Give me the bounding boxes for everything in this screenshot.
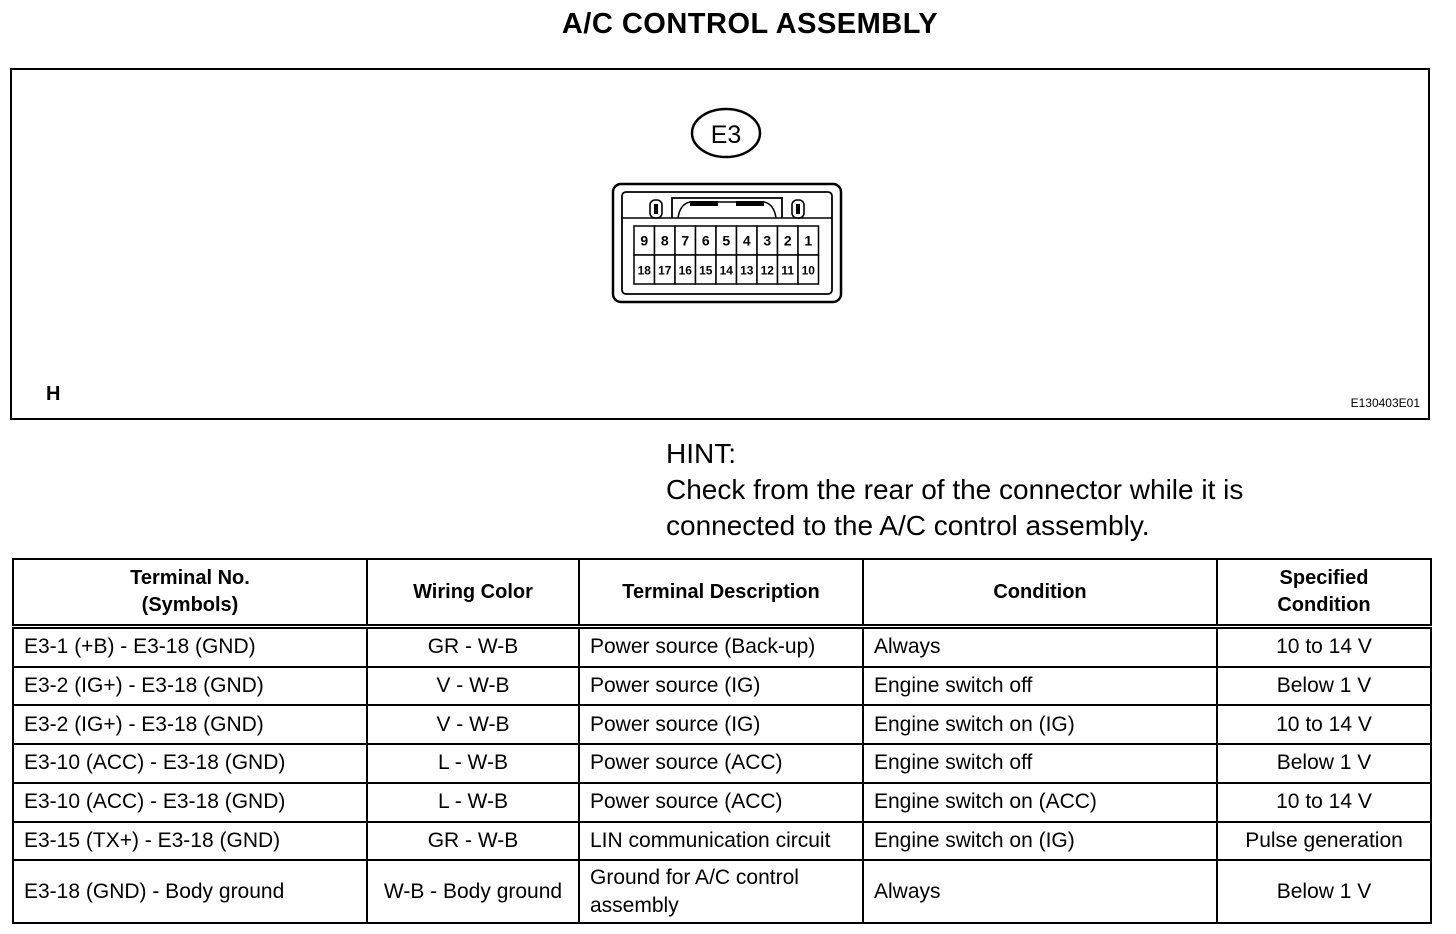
cell-description: Power source (Back-up) — [579, 627, 863, 667]
table-row — [13, 822, 1431, 861]
connector-label: E3 — [710, 121, 742, 149]
page-title: A/C CONTROL ASSEMBLY — [561, 8, 939, 40]
cell-condition: Engine switch off — [863, 744, 1217, 783]
cell-description: Power source (ACC) — [579, 783, 863, 822]
cell-condition: Engine switch on (IG) — [863, 822, 1217, 861]
cell-terminal: E3-18 (GND) - Body ground — [13, 860, 367, 923]
pin-label: 16 — [678, 263, 692, 278]
table-header-row — [13, 559, 1431, 627]
cell-terminal: E3-10 (ACC) - E3-18 (GND) — [13, 744, 367, 783]
cell-specified: Below 1 V — [1217, 744, 1431, 783]
header-specified-line-2: Condition — [1277, 594, 1371, 616]
pin-label: 14 — [719, 263, 733, 278]
pin-label: 4 — [742, 232, 751, 249]
table-row — [13, 744, 1431, 783]
terminal-spec-table — [12, 558, 1432, 924]
cell-description: LIN communication circuit — [579, 822, 863, 861]
pin-label: 1 — [804, 232, 813, 249]
cell-specified: 10 to 14 V — [1217, 705, 1431, 744]
cell-specified: 10 to 14 V — [1217, 627, 1431, 667]
pin-label: 10 — [801, 263, 815, 278]
latch-bar-left — [690, 201, 718, 206]
pin-grid — [634, 226, 819, 284]
pin-label: 8 — [660, 232, 669, 249]
cell-description: Power source (ACC) — [579, 744, 863, 783]
pin-label: 18 — [637, 263, 651, 278]
header-specified-line-1: Specified — [1279, 567, 1369, 589]
figure-letter: H — [46, 383, 61, 405]
cell-condition: Always — [863, 627, 1217, 667]
cell-specified: Below 1 V — [1217, 860, 1431, 923]
hint-line-1: Check from the rear of the connector while it is — [666, 474, 1244, 505]
pin-label: 5 — [722, 232, 731, 249]
connector-illustration — [10, 68, 1430, 420]
cell-wiring: V - W-B — [367, 705, 579, 744]
pin-label: 15 — [699, 263, 713, 278]
cell-specified: 10 to 14 V — [1217, 783, 1431, 822]
pin-label: 9 — [640, 232, 649, 249]
cell-wiring: W-B - Body ground — [367, 860, 579, 923]
cell-specified: Pulse generation — [1217, 822, 1431, 861]
guide-slot-right-pin — [796, 204, 800, 214]
pin-label: 2 — [783, 232, 792, 249]
cell-condition: Engine switch off — [863, 667, 1217, 706]
cell-terminal: E3-15 (TX+) - E3-18 (GND) — [13, 822, 367, 861]
cell-terminal: E3-10 (ACC) - E3-18 (GND) — [13, 783, 367, 822]
cell-terminal: E3-1 (+B) - E3-18 (GND) — [13, 627, 367, 667]
cell-description: Power source (IG) — [579, 705, 863, 744]
header-specified — [1217, 559, 1431, 627]
cell-description: Power source (IG) — [579, 667, 863, 706]
pin-label: 3 — [763, 232, 772, 249]
guide-slot-left-pin — [654, 204, 658, 214]
pin-label: 17 — [658, 263, 672, 278]
cell-wiring: L - W-B — [367, 783, 579, 822]
cell-terminal: E3-2 (IG+) - E3-18 (GND) — [13, 667, 367, 706]
hint-block — [666, 436, 1243, 544]
cell-description: Ground for A/C control assembly — [579, 860, 863, 923]
connector-drawing — [12, 70, 1428, 418]
cell-wiring: GR - W-B — [367, 627, 579, 667]
cell-wiring: V - W-B — [367, 667, 579, 706]
table-row — [13, 627, 1431, 667]
pin-label: 13 — [740, 263, 754, 278]
header-terminal-line-1: Terminal No. — [130, 567, 250, 589]
cell-condition: Always — [863, 860, 1217, 923]
pin-label: 12 — [760, 263, 774, 278]
cell-wiring: L - W-B — [367, 744, 579, 783]
figure-code: E130403E01 — [1350, 396, 1420, 410]
table-row — [13, 783, 1431, 822]
header-description: Terminal Description — [579, 559, 863, 627]
header-terminal — [13, 559, 367, 627]
latch-bar-right — [736, 201, 764, 206]
cell-condition: Engine switch on (ACC) — [863, 783, 1217, 822]
pin-label: 11 — [781, 263, 795, 278]
cell-specified: Below 1 V — [1217, 667, 1431, 706]
pin-label: 7 — [681, 232, 690, 249]
cell-wiring: GR - W-B — [367, 822, 579, 861]
hint-heading: HINT: — [666, 438, 736, 469]
table-row — [13, 667, 1431, 706]
cell-terminal: E3-2 (IG+) - E3-18 (GND) — [13, 705, 367, 744]
header-terminal-line-2: (Symbols) — [141, 594, 239, 616]
header-wiring: Wiring Color — [367, 559, 579, 627]
table-row — [13, 860, 1431, 923]
cell-condition: Engine switch on (IG) — [863, 705, 1217, 744]
table-row — [13, 705, 1431, 744]
pin-label: 6 — [701, 232, 710, 249]
header-condition: Condition — [863, 559, 1217, 627]
hint-line-2: connected to the A/C control assembly. — [666, 510, 1150, 541]
